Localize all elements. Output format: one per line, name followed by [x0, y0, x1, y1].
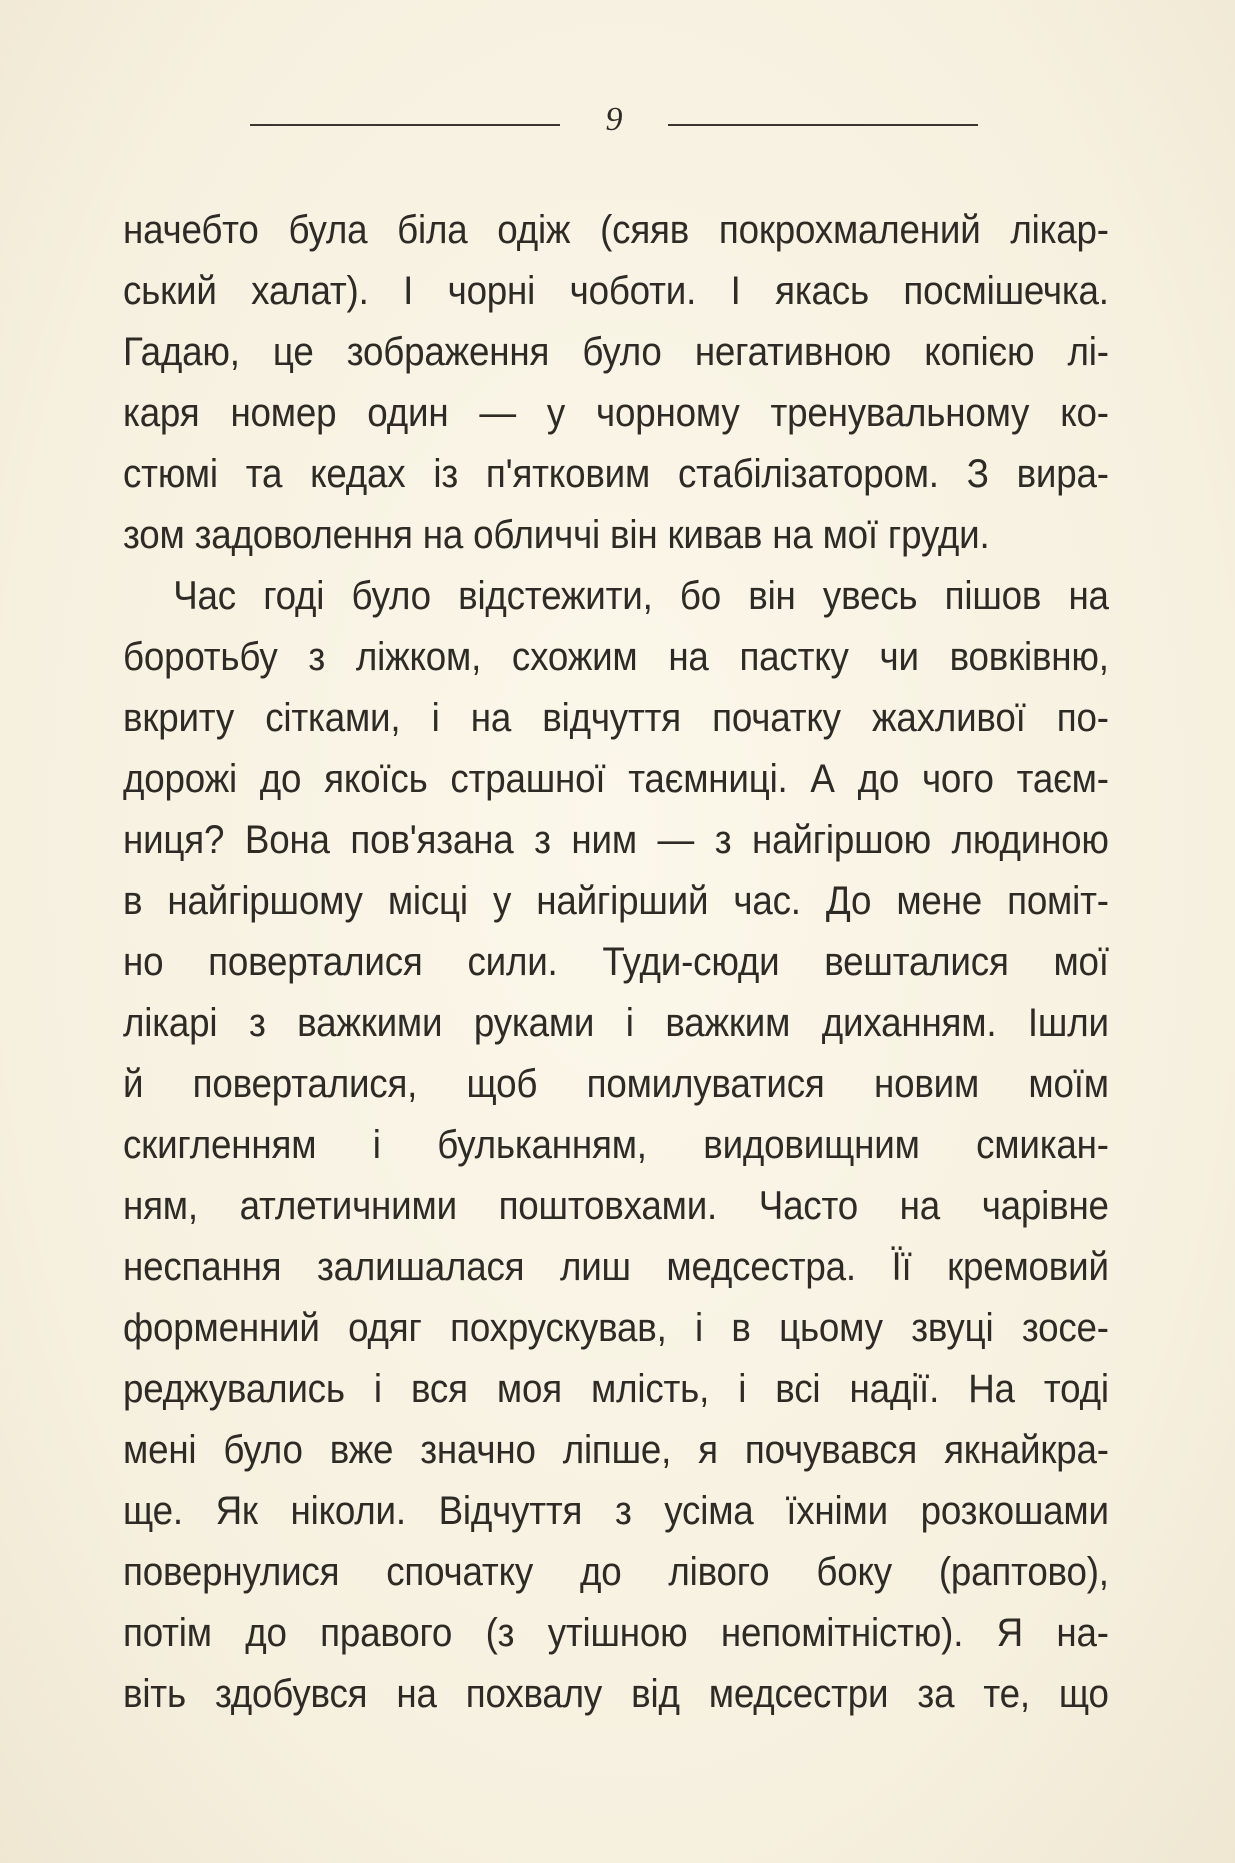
text-line: віть здобувся на похвалу від медсестри за те, що: [123, 1672, 1109, 1716]
text-line: но поверталися сили. Туди-сюди вешталися мої: [123, 940, 1109, 984]
text-line: зом задоволення на обличчі він кивав на мої груди.: [123, 513, 990, 557]
text-line: Гадаю, це зображення було негативною копією лі-: [123, 330, 1109, 374]
page-header: [250, 100, 978, 140]
text-line: ський халат). І чорні чоботи. І якась посмішечка.: [123, 269, 1109, 313]
text-line: стюмі та кедах із п'ятковим стабілізатором. З вира-: [123, 452, 1109, 496]
page-number: 9: [605, 101, 623, 138]
text-line: скигленням і бульканням, видовищним смикан-: [123, 1123, 1109, 1167]
body-text: [123, 200, 1109, 1725]
header-rule-right: [668, 124, 978, 126]
text-line: в найгіршому місці у найгірший час. До мене поміт-: [123, 879, 1109, 923]
text-line: начебто була біла одіж (сяяв покрохмалений лікар-: [123, 208, 1109, 252]
text-line: й поверталися, щоб помилуватися новим моїм: [123, 1062, 1109, 1106]
text-line: ще. Як ніколи. Відчуття з усіма їхніми розкошами: [123, 1489, 1109, 1533]
text-line: каря номер один — у чорному тренувальному ко-: [123, 391, 1109, 435]
text-line: реджувались і вся моя млість, і всі надії. На тоді: [123, 1367, 1109, 1411]
text-line: лікарі з важкими руками і важким диханням. Ішли: [123, 1001, 1109, 1045]
text-line: вкриту сітками, і на відчуття початку жахливої по-: [123, 696, 1109, 740]
text-line: мені було вже значно ліпше, я почувався якнайкра-: [123, 1428, 1109, 1472]
text-line: повернулися спочатку до лівого боку (раптово),: [123, 1550, 1109, 1594]
text-line: неспання залишалася лиш медсестра. Її кремовий: [123, 1245, 1109, 1289]
text-line: ням, атлетичними поштовхами. Часто на чарівне: [123, 1184, 1109, 1228]
text-line: потім до правого (з утішною непомітністю). Я на-: [123, 1611, 1109, 1655]
text-line: форменний одяг похрускував, і в цьому звуці зосе-: [123, 1306, 1109, 1350]
text-line: Час годі було відстежити, бо він увесь пішов на: [173, 574, 1109, 618]
text-line: дорожі до якоїсь страшної таємниці. А до чого таєм-: [123, 757, 1109, 801]
text-line: ниця? Вона пов'язана з ним — з найгіршою людиною: [123, 818, 1109, 862]
text-line: боротьбу з ліжком, схожим на пастку чи вовківню,: [123, 635, 1109, 679]
